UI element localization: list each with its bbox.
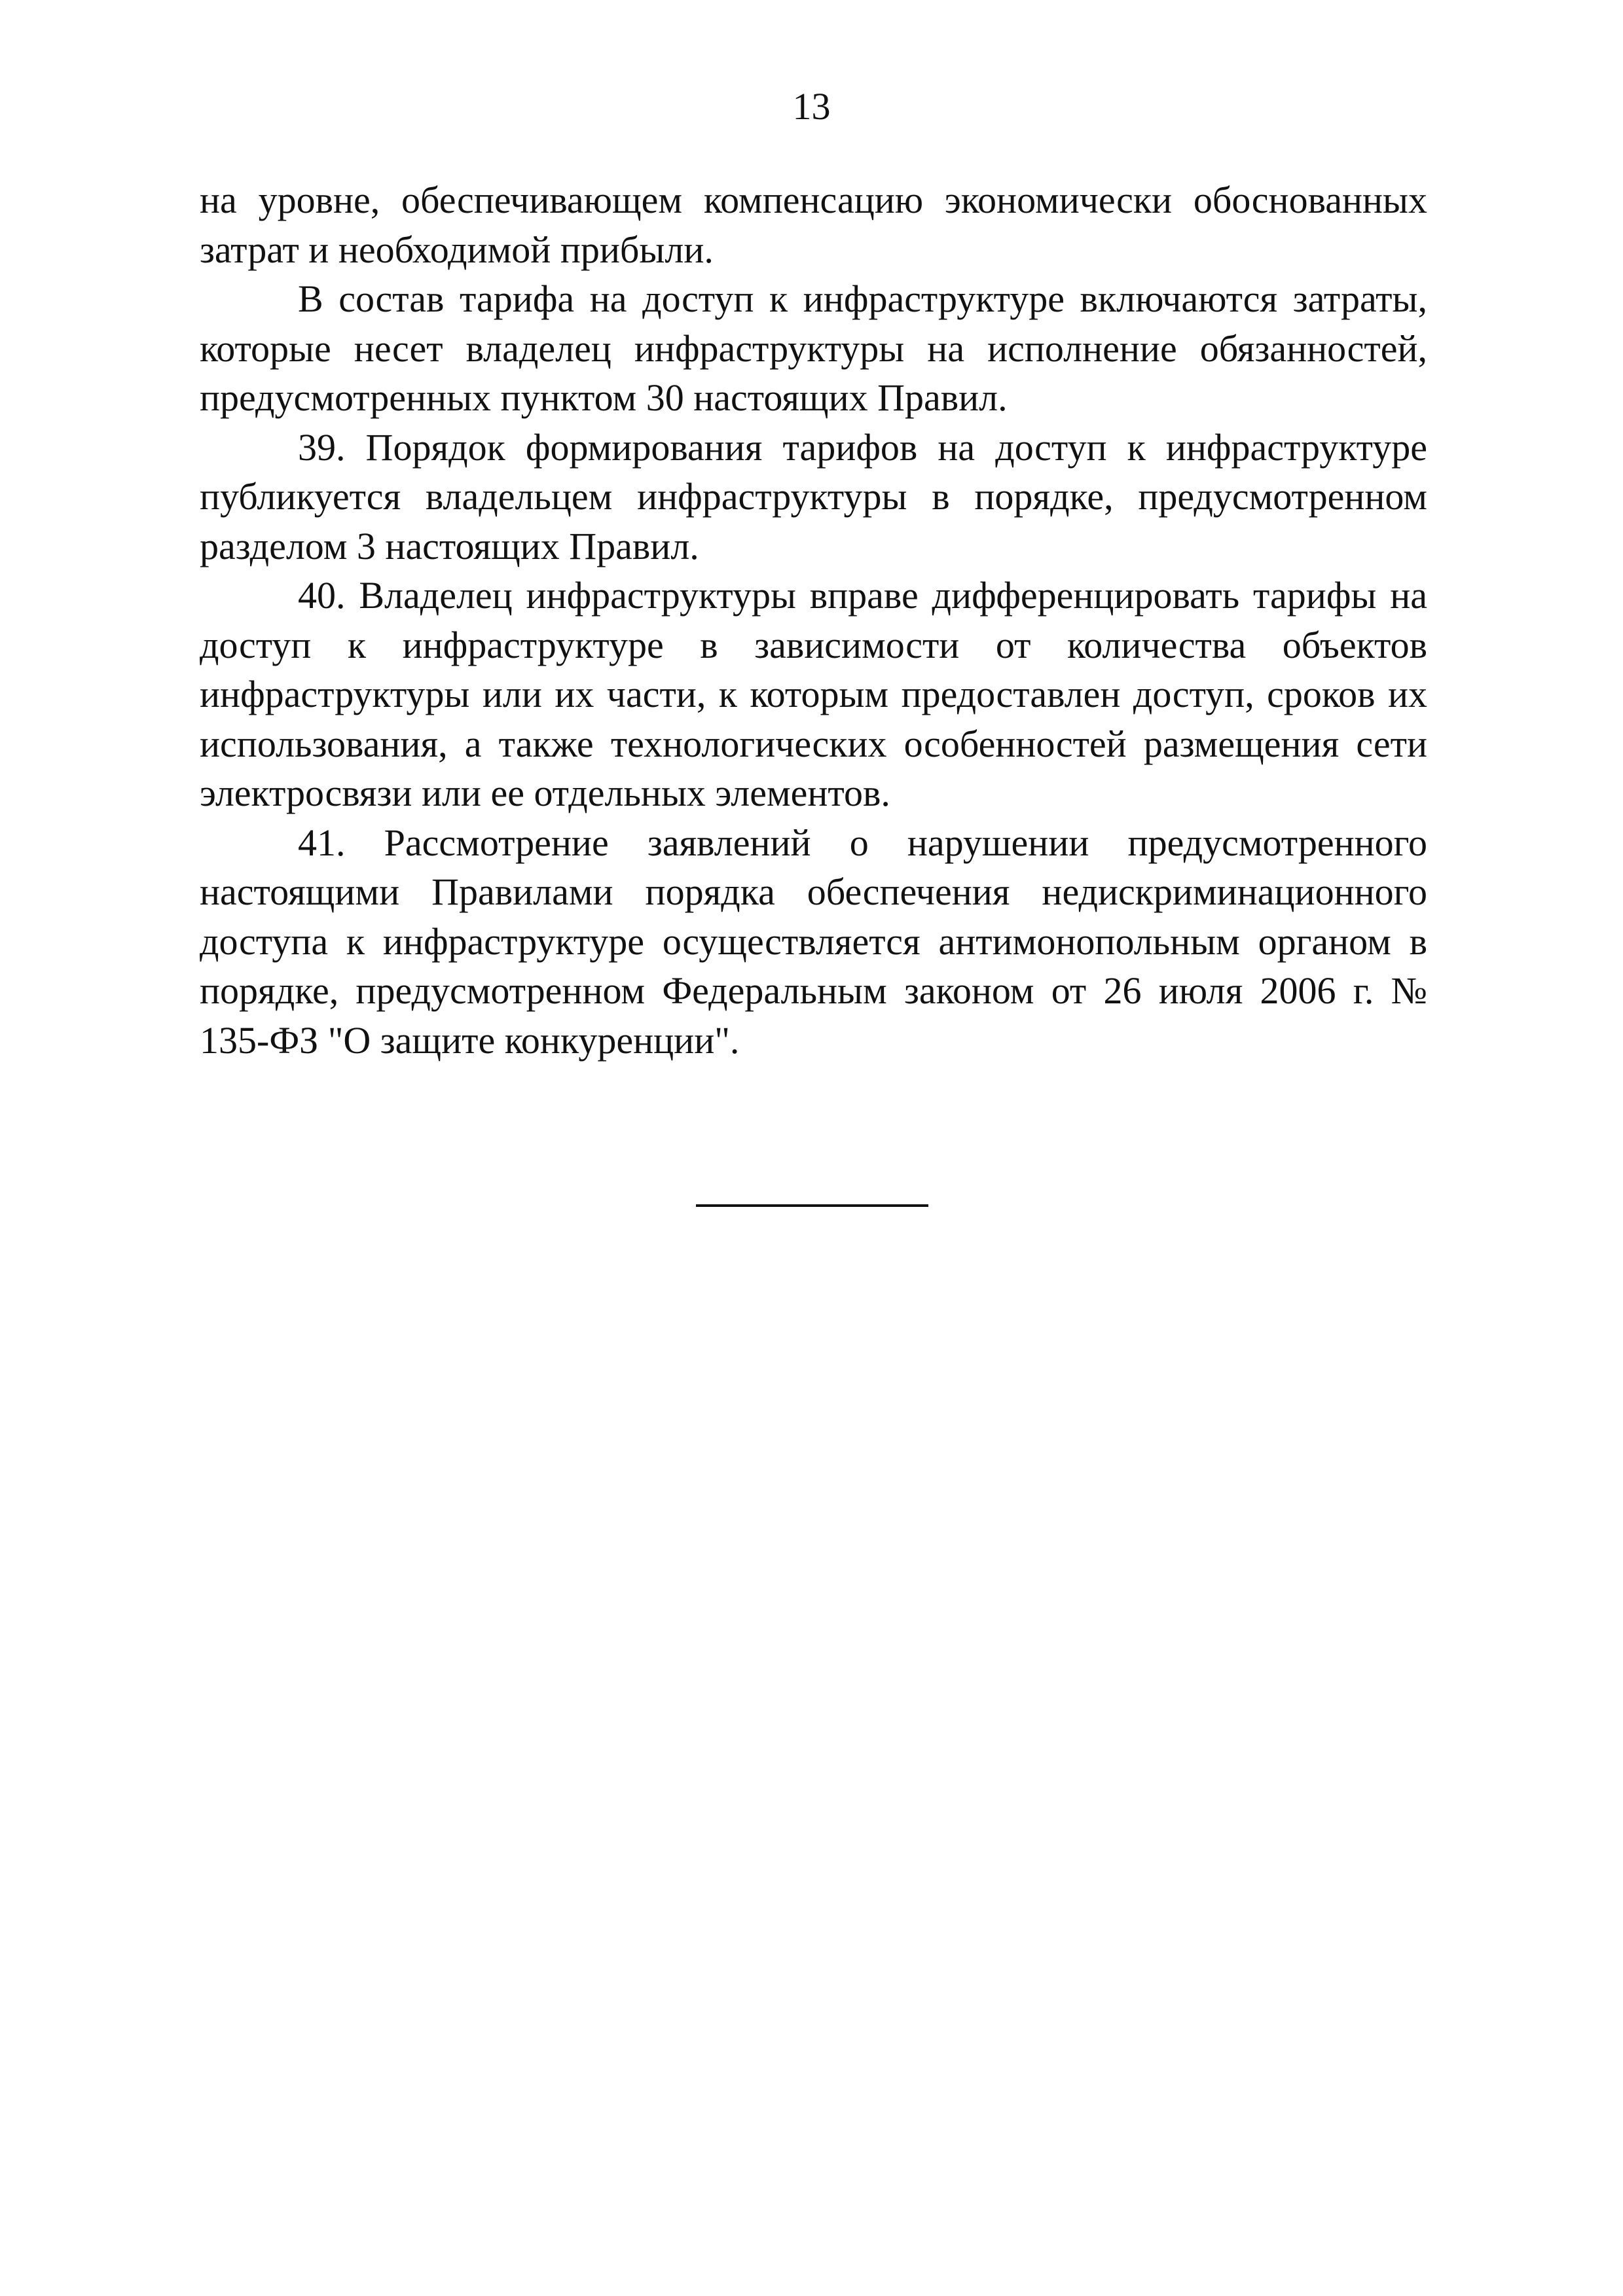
- end-of-document-rule: [696, 1204, 928, 1207]
- paragraph-item-39: 39. Порядок формирования тарифов на доступ к инфраструктуре публикуется владельцем инфраструктуры в порядке, предусмотренном разделом 3 настоящих Правил.: [200, 425, 1427, 567]
- paragraph-tariff-composition: В состав тарифа на доступ к инфраструктуре включаются затраты, которые несет владелец инфраструктуры на исполнение обязанностей, предусмотренных пунктом 30 настоящих Правил.: [200, 278, 1427, 419]
- paragraph-continuation: на уровне, обеспечивающем компенсацию экономически обоснованных затрат и необходимой прибыли.: [200, 179, 1427, 271]
- paragraph-item-40: 40. Владелец инфраструктуры вправе дифференцировать тарифы на доступ к инфраструктуре в зависимости от количества объектов инфраструктуры или их части, к которым предоставлен доступ, сроков их использования, а также технологических особенностей размещения сети электросвязи или ее отдельных элементов.: [200, 574, 1427, 814]
- document-body: [200, 175, 1427, 1065]
- page-number: 13: [792, 85, 831, 128]
- paragraph-item-41: 41. Рассмотрение заявлений о нарушении предусмотренного настоящими Правилами порядка обеспечения недискриминационного доступа к инфраструктуре осуществляется антимонопольным органом в порядке, предусмотренном Федеральным законом от 26 июля 2006 г. № 135-ФЗ "О защите конкуренции".: [200, 821, 1427, 1062]
